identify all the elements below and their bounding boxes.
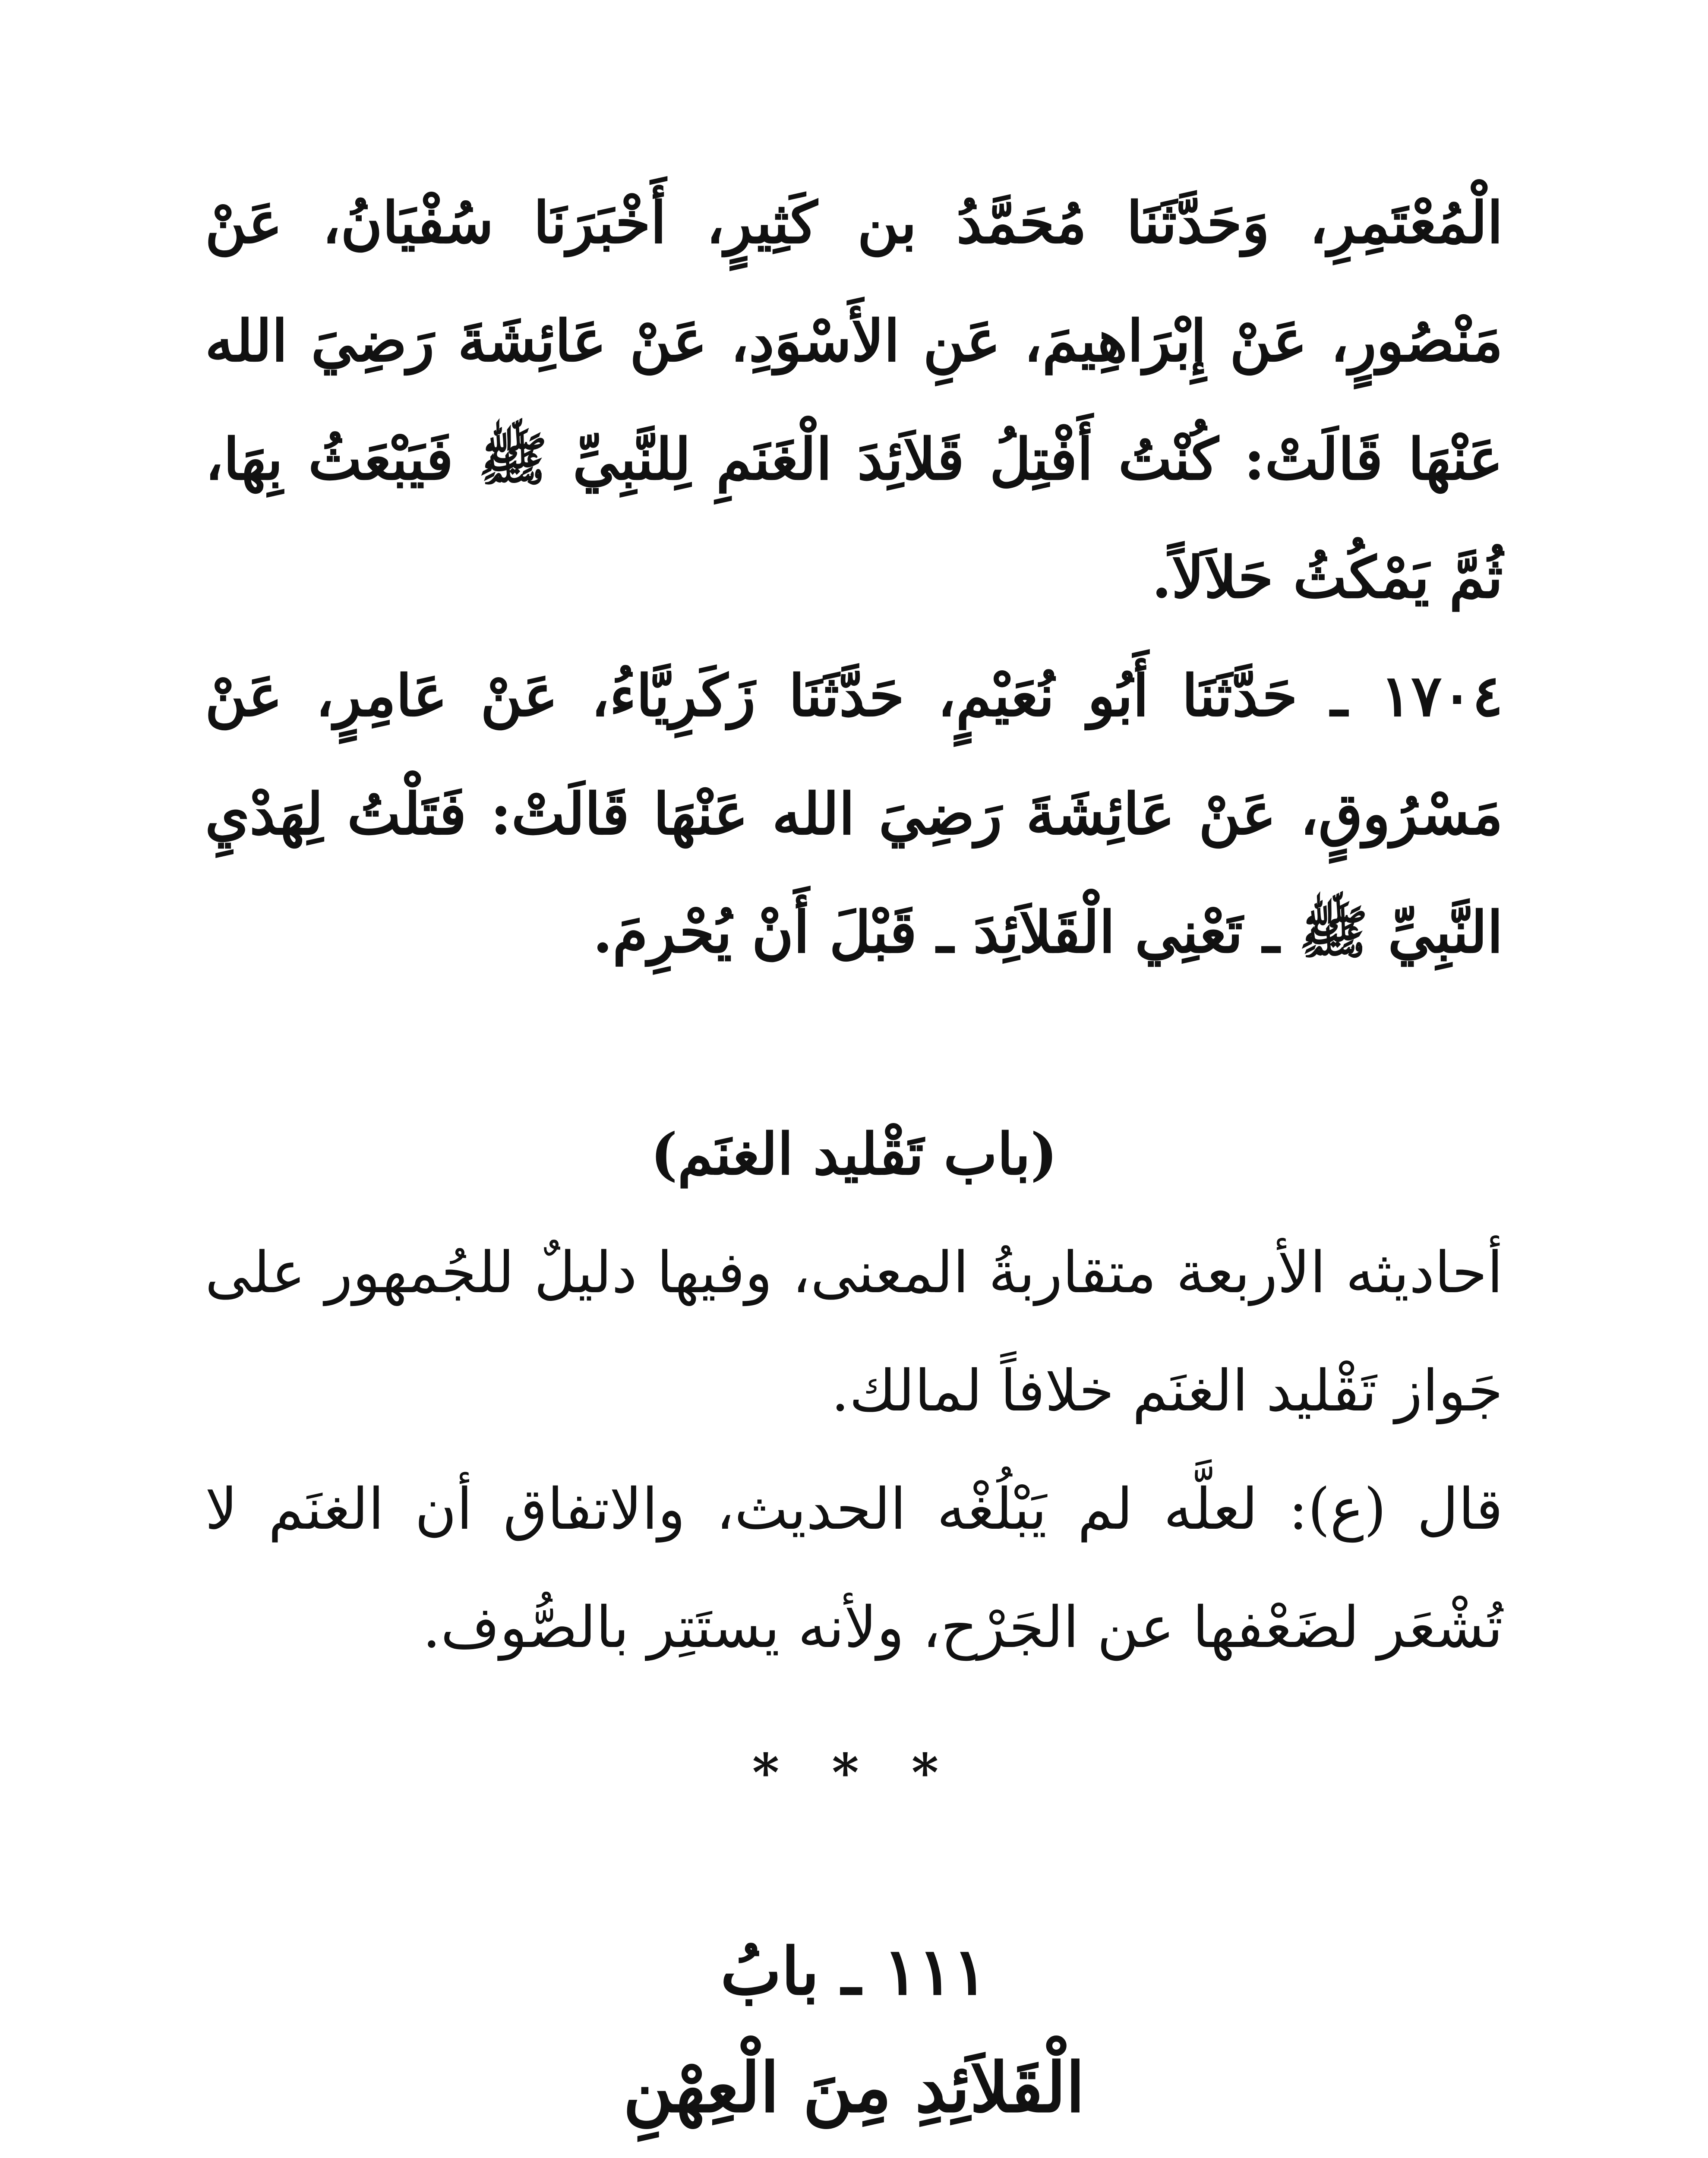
commentary-paragraph-2: قال (ع): لعلَّه لم يَبْلُغْه الحديث، والاتفاق أن الغنَم لا تُشْعَر لضَعْفها عن الجَرْح، ولأنه يستَتِر بالصُّوف. (205, 1476, 1503, 1661)
chapter-title: الْقَلاَئِدِ مِنَ الْعِهْنِ (623, 2048, 1085, 2128)
section-separator: * * * (752, 1742, 956, 1803)
hadith-1704: ١٧٠٤ ـ حَدَّثَنَا أَبُو نُعَيْمٍ، حَدَّثَنَا زَكَرِيَّاءُ، عَنْ عَامِرٍ، عَنْ مَسْرُوقٍ، عَنْ عَائِشَةَ رَضِيَ الله عَنْهَا قَالَتْ: فَتَلْتُ لِهَدْيِ النَّبِيِّ ﷺ ـ تَعْنِي الْقَلاَئِدَ ـ قَبْلَ أَنْ يُحْرِمَ. (205, 663, 1503, 966)
commentary-paragraph-1: أحاديثه الأربعة متقاربةُ المعنى، وفيها دليلٌ للجُمهور على جَواز تَقْليد الغنَم خلافاً لمالك. (205, 1240, 1503, 1424)
hadith-1703-continuation: الْمُعْتَمِرِ، وَحَدَّثَنَا مُحَمَّدُ بن كَثِيرٍ، أَخْبَرَنَا سُفْيَانُ، عَنْ مَنْصُورٍ، عَنْ إِبْرَاهِيمَ، عَنِ الأَسْوَدِ، عَنْ عَائِشَةَ رَضِيَ الله عَنْهَا قَالَتْ: كُنْتُ أَفْتِلُ قَلاَئِدَ الْغَنَمِ لِلنَّبِيِّ ﷺ فَيَبْعَثُ بِهَا، ثُمَّ يَمْكُثُ حَلاَلاً. (205, 189, 1503, 611)
commentary-heading: (باب تَقْليد الغنَم) (650, 1121, 1058, 1188)
chapter-number: ١١١ ـ بابُ (720, 1934, 988, 2010)
